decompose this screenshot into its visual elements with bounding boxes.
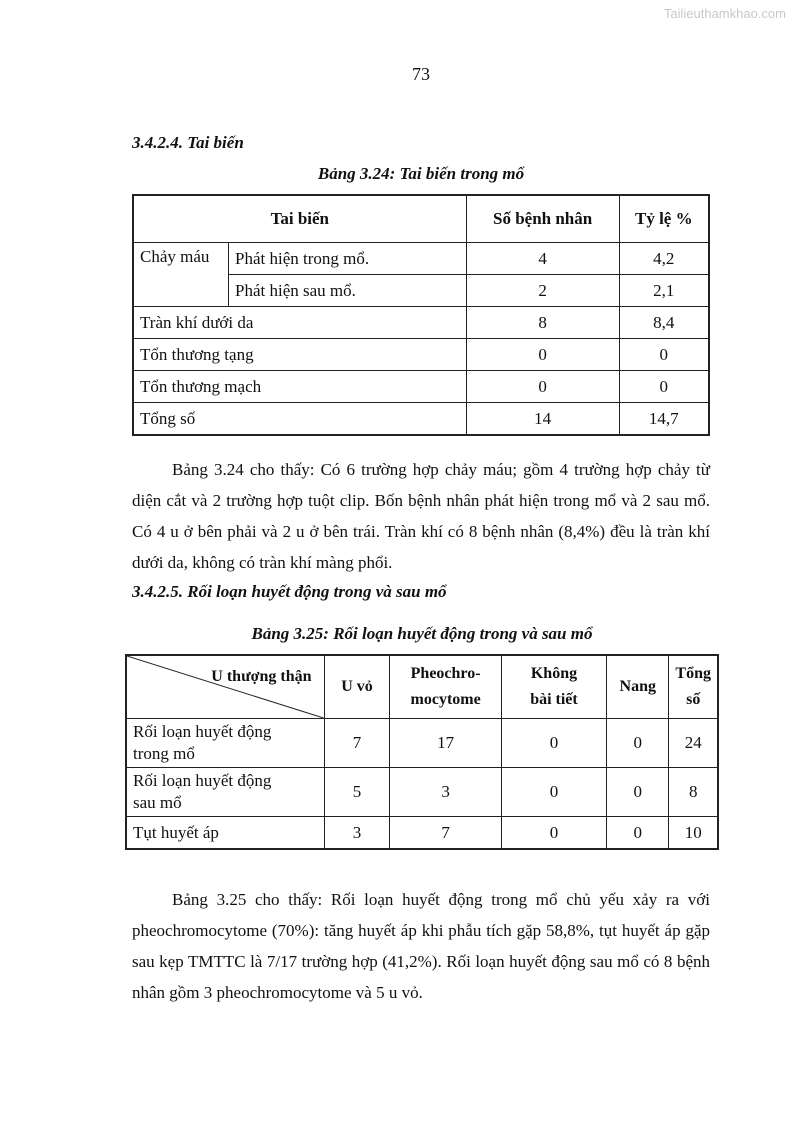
cell: 7 bbox=[390, 817, 501, 850]
cell: 0 bbox=[501, 817, 606, 850]
cell: 7 bbox=[324, 719, 390, 768]
cell: 0 bbox=[607, 817, 669, 850]
row-label: Phát hiện sau mổ. bbox=[229, 275, 467, 307]
cell: 3 bbox=[324, 817, 390, 850]
row-label: Tổn thương mạch bbox=[133, 371, 466, 403]
table-row bbox=[133, 371, 709, 403]
cell: 4,2 bbox=[619, 243, 709, 275]
table-row bbox=[126, 768, 718, 817]
cell: 0 bbox=[619, 371, 709, 403]
paragraph-3-24: Bảng 3.24 cho thấy: Có 6 trường hợp chảy máu; gồm 4 trường hợp chảy từ diện cắt và 2 trường hợp tuột clip. Bốn bệnh nhân phát hiện trong mổ và 2 sau mổ. Có 4 u ở bên phải và 2 u ở bên trái. Tràn khí có 8 bệnh nhân (8,4%) đều là tràn khí dưới da, không có tràn khí màng phổi. bbox=[132, 460, 710, 572]
row-label: Tụt huyết áp bbox=[126, 817, 324, 850]
table-row bbox=[133, 243, 709, 275]
table-header: Nang bbox=[607, 655, 669, 719]
table-caption-3-24: Bảng 3.24: Tai biến trong mổ bbox=[317, 164, 525, 183]
watermark: Tailieuthamkhao.com bbox=[663, 6, 786, 21]
cell: 8 bbox=[669, 768, 718, 817]
table-header: Tỷ lệ % bbox=[619, 195, 709, 243]
section-heading-tai-bien: 3.4.2.4. Tai biến bbox=[132, 133, 244, 152]
table-caption-3-25: Bảng 3.25: Rối loạn huyết động trong và sau mổ bbox=[251, 624, 593, 643]
table-roi-loan-huyet-dong bbox=[125, 654, 719, 850]
corner-label: U thượng thận bbox=[211, 668, 312, 685]
cell: 0 bbox=[501, 719, 606, 768]
table-header: Tai biến bbox=[133, 195, 466, 243]
table-header: Pheochro- mocytome bbox=[390, 655, 501, 719]
cell: 0 bbox=[466, 371, 619, 403]
cell: 0 bbox=[607, 719, 669, 768]
cell: 0 bbox=[607, 768, 669, 817]
corner-header bbox=[126, 655, 324, 719]
row-label: Tổn thương tạng bbox=[133, 339, 466, 371]
cell: 5 bbox=[324, 768, 390, 817]
page-number: 73 bbox=[412, 64, 430, 84]
paragraph-3-25: Bảng 3.25 cho thấy: Rối loạn huyết động trong mổ chủ yếu xảy ra với pheochromocytome (70%): tăng huyết áp khi phẫu tích gặp 58,8%, tụt huyết áp gặp sau kẹp TMTTC là 7/17 trường hợp (41,2%). Rối loạn huyết động sau mổ có 8 bệnh nhân gồm 3 pheochromocytome và 5 u vỏ. bbox=[132, 890, 710, 1002]
row-label: Rối loạn huyết động trong mổ bbox=[126, 719, 324, 768]
row-label: Tràn khí dưới da bbox=[133, 307, 466, 339]
cell: 10 bbox=[669, 817, 718, 850]
cell: 0 bbox=[466, 339, 619, 371]
table-header: Số bệnh nhân bbox=[466, 195, 619, 243]
table-header: Tổng số bbox=[669, 655, 718, 719]
group-label: Chảy máu bbox=[133, 243, 229, 307]
row-label: Phát hiện trong mổ. bbox=[229, 243, 467, 275]
table-header: Không bài tiết bbox=[501, 655, 606, 719]
cell: 24 bbox=[669, 719, 718, 768]
cell: 2,1 bbox=[619, 275, 709, 307]
row-label: Rối loạn huyết động sau mổ bbox=[126, 768, 324, 817]
cell: 14 bbox=[466, 403, 619, 436]
cell: 8,4 bbox=[619, 307, 709, 339]
cell: 4 bbox=[466, 243, 619, 275]
cell: 3 bbox=[390, 768, 501, 817]
cell: 17 bbox=[390, 719, 501, 768]
table-row bbox=[126, 817, 718, 850]
cell: 0 bbox=[619, 339, 709, 371]
table-tai-bien bbox=[132, 194, 710, 436]
cell: 0 bbox=[501, 768, 606, 817]
table-row bbox=[133, 403, 709, 436]
table-row bbox=[133, 307, 709, 339]
cell: 14,7 bbox=[619, 403, 709, 436]
table-row bbox=[126, 719, 718, 768]
cell: 2 bbox=[466, 275, 619, 307]
row-label: Tổng số bbox=[133, 403, 466, 436]
section-heading-roi-loan: 3.4.2.5. Rối loạn huyết động trong và sau mổ bbox=[132, 582, 447, 601]
table-header: U vỏ bbox=[324, 655, 390, 719]
cell: 8 bbox=[466, 307, 619, 339]
table-row bbox=[133, 339, 709, 371]
